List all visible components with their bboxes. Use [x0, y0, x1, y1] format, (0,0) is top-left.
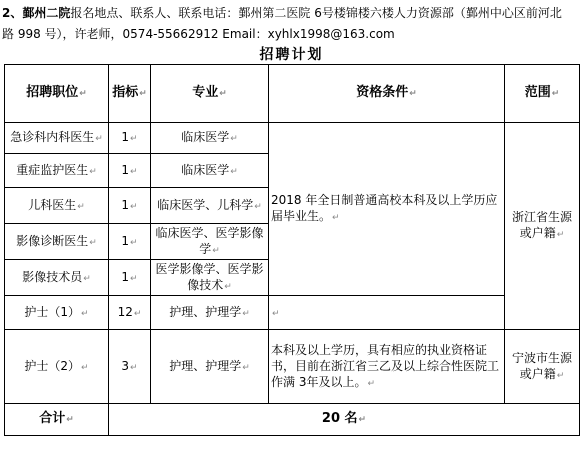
cell-quota: 1↵ [109, 154, 151, 188]
cell-position: 重症监护医生↵ [5, 154, 109, 188]
total-label: 合计↵ [5, 404, 109, 436]
header-scope: 范围↵ [505, 65, 580, 123]
cell-position: 影像技术员↵ [5, 260, 109, 296]
cell-quota: 1↵ [109, 123, 151, 154]
hospital-name: 鄞州二院 [22, 6, 71, 20]
cell-major: 医学影像学、医学影像技术↵ [151, 260, 269, 296]
table-row [5, 296, 580, 330]
cell-position: 影像诊断医生↵ [5, 224, 109, 260]
header-position: 招聘职位↵ [5, 65, 109, 123]
intro-prefix: 2、 [2, 6, 23, 20]
cell-scope-group1: 浙江省生源或户籍↵ [505, 123, 580, 330]
cell-major: 护理、护理学↵ [151, 330, 269, 404]
header-qualification: 资格条件↵ [269, 65, 505, 123]
cell-quota: 1↵ [109, 188, 151, 224]
cell-major: 临床医学、医学影像学↵ [151, 224, 269, 260]
header-major: 专业↵ [151, 65, 269, 123]
cell-qualification-empty: ↵ [269, 296, 505, 330]
cell-position: 急诊科内科医生↵ [5, 123, 109, 154]
cell-position: 护士（2）↵ [5, 330, 109, 404]
cell-quota: 1↵ [109, 224, 151, 260]
cell-quota: 3↵ [109, 330, 151, 404]
cell-position: 儿科医生↵ [5, 188, 109, 224]
page-title: 招聘计划 [259, 47, 324, 63]
cell-scope-group2: 宁波市生源或户籍↵ [505, 330, 580, 404]
cell-position: 护士（1）↵ [5, 296, 109, 330]
intro-line1-rest: 报名地点、联系人、联系电话：鄞州第二医院 6号楼锦楼六楼人力资源部（鄞州中心区前河北 [70, 6, 562, 20]
cell-qualification-group2: 本科及以上学历，具有相应的执业资格证书，目前在浙江省三乙及以上综合性医院工作满 3年及以上。↵ [269, 330, 505, 404]
intro-line-1 [2, 3, 582, 24]
recruitment-table [4, 64, 580, 436]
cell-major: 临床医学、儿科学↵ [151, 188, 269, 224]
cell-major: 临床医学↵ [151, 123, 269, 154]
cell-major: 临床医学↵ [151, 154, 269, 188]
table-header-row [5, 65, 580, 123]
total-value: 20 名↵ [109, 404, 580, 436]
intro-text [2, 3, 582, 45]
table-row [5, 123, 580, 154]
intro-line-2: 路 998 号），许老师，0574-55662912 Email：xyhlx1998@163.com [2, 27, 395, 41]
cell-qualification-group1: 2018 年全日制普通高校本科及以上学历应届毕业生。↵ [269, 123, 505, 296]
table-total-row [5, 404, 580, 436]
header-quota: 指标↵ [109, 65, 151, 123]
cell-major: 护理、护理学↵ [151, 296, 269, 330]
cell-quota: 12↵ [109, 296, 151, 330]
table-row [5, 330, 580, 404]
cell-quota: 1↵ [109, 260, 151, 296]
